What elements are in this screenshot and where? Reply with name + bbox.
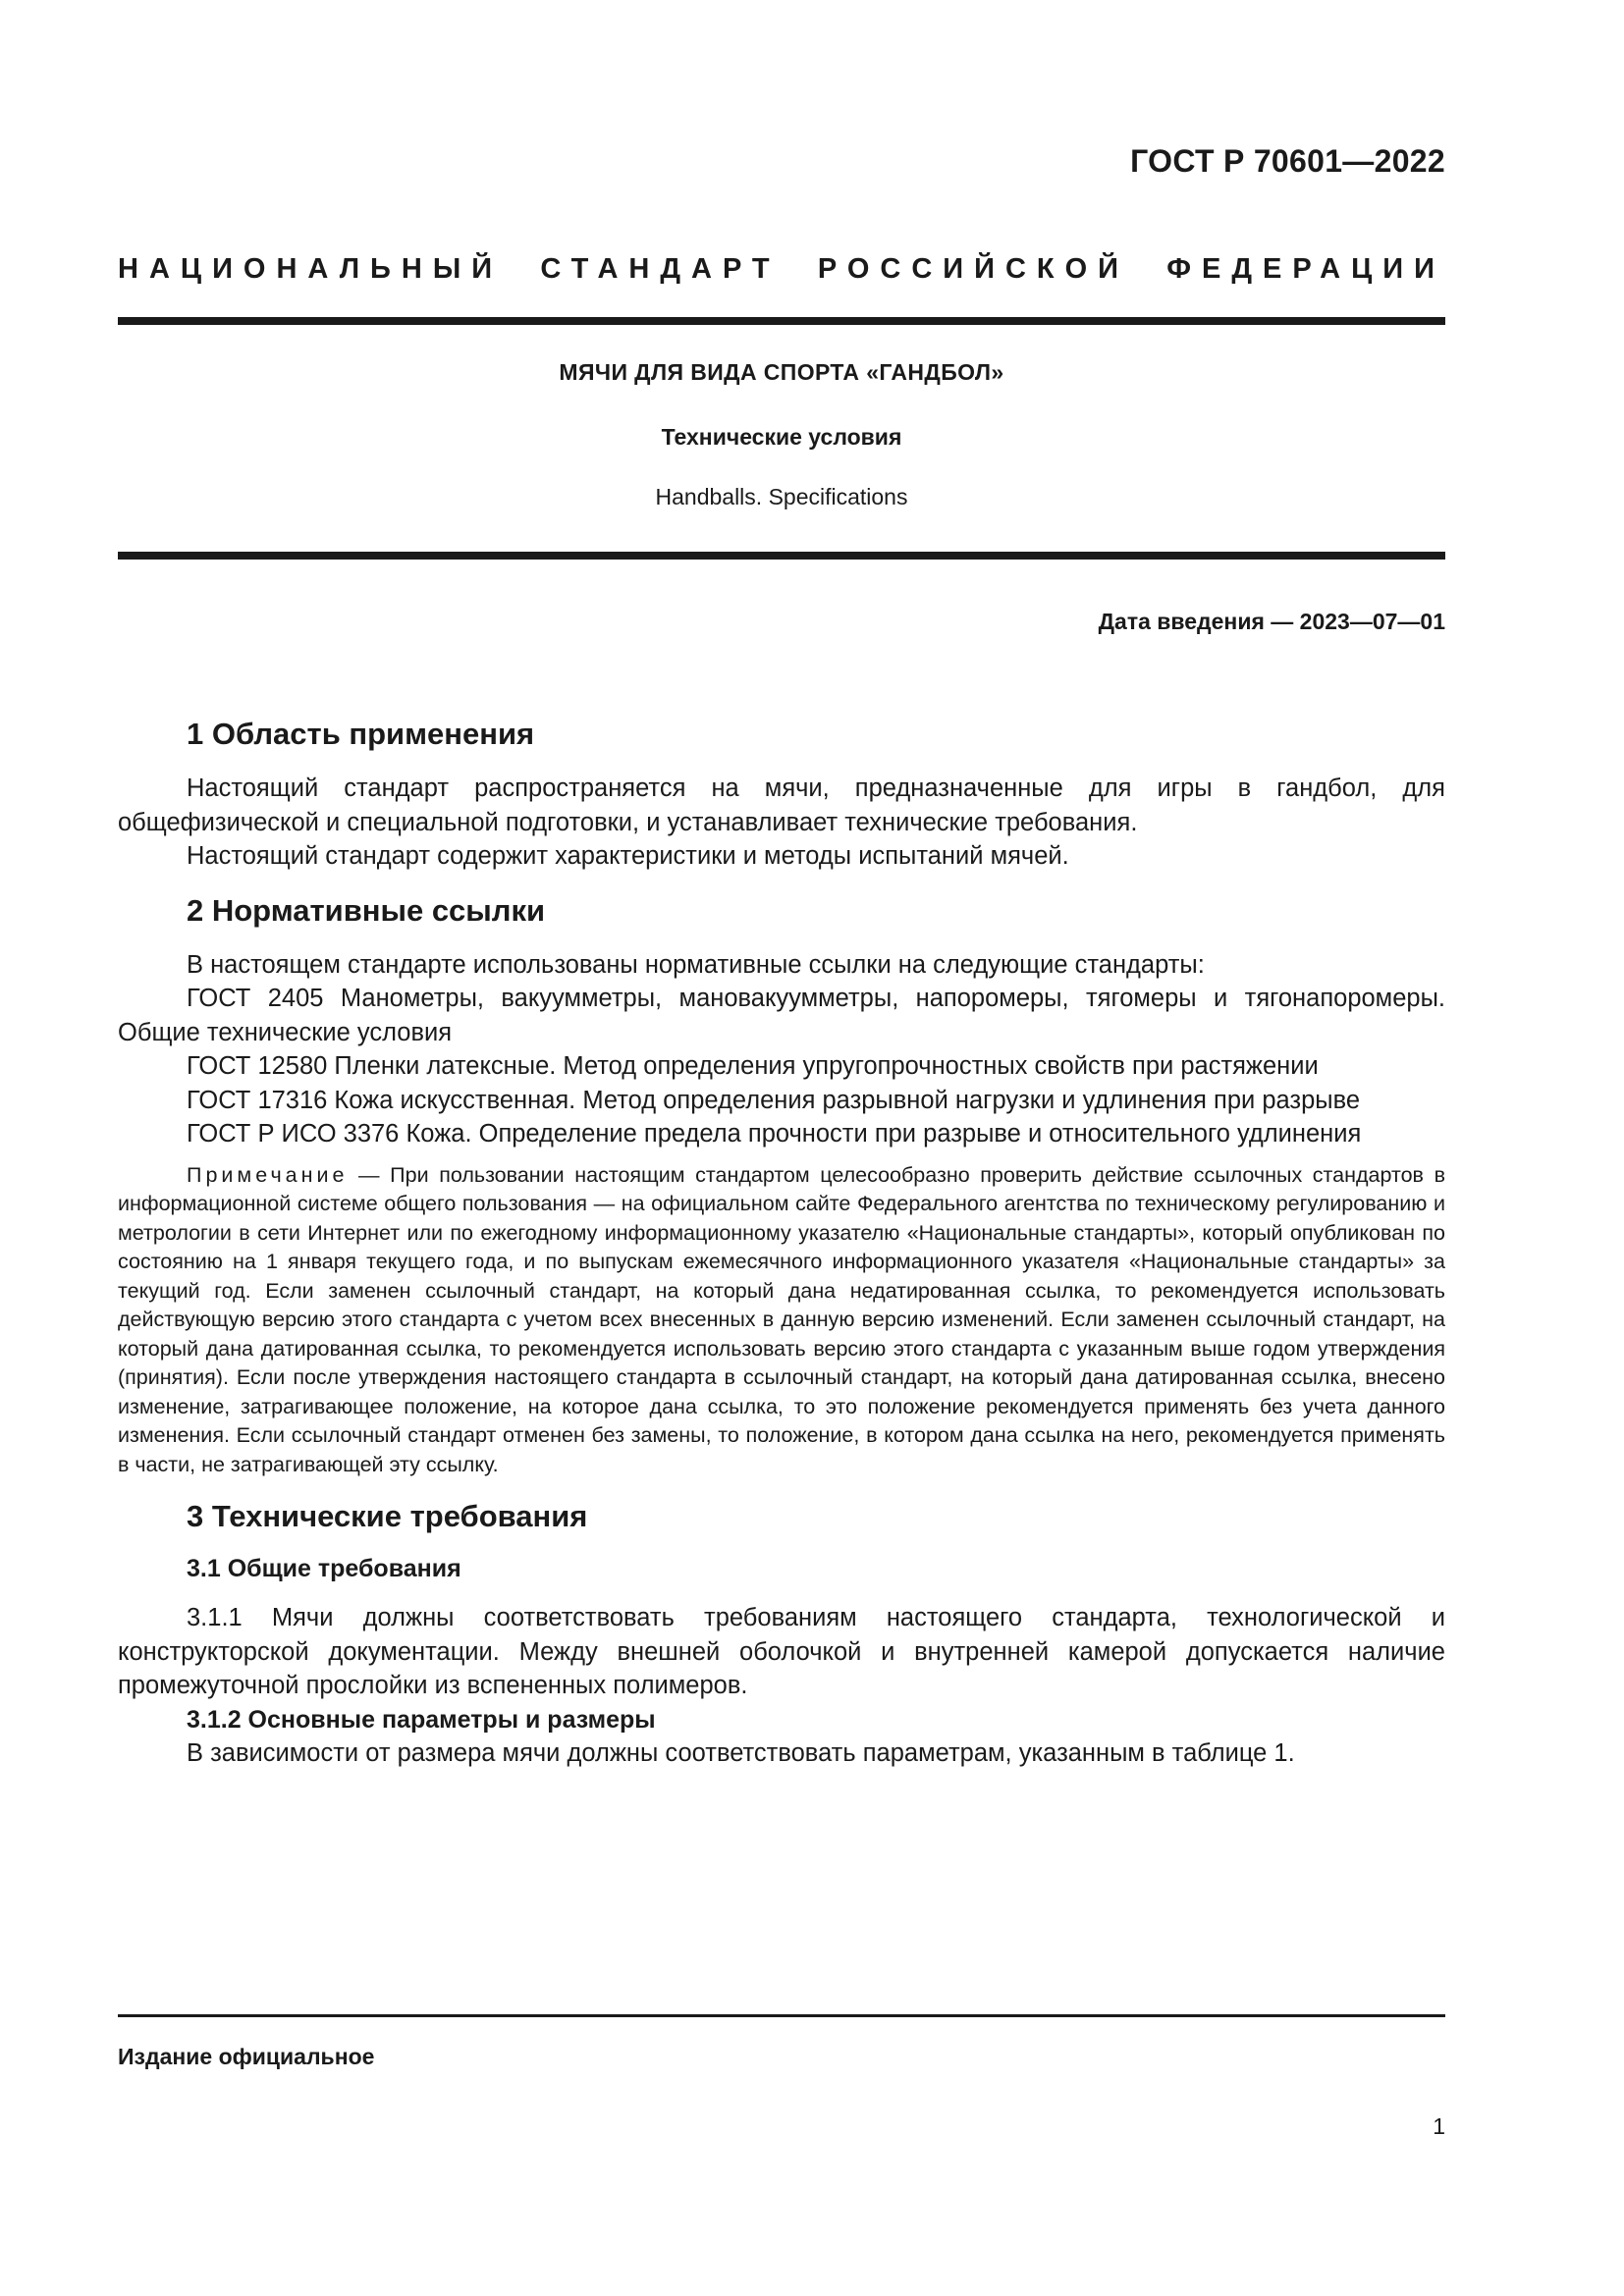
document-subtitle: Технические условия: [661, 424, 902, 450]
footer-rule: [118, 2014, 1445, 2017]
clause-3-1-1: 3.1.1 Мячи должны соответствовать требованиям настоящего стандарта, технологической и конструкторской документации. Между внешней оболочкой и внутренней камерой допускается наличие промежуточной прослойки из вспененных полимеров.: [118, 1604, 1445, 1699]
reference-note: [118, 1161, 1445, 1480]
note-label: Примечание: [187, 1162, 349, 1187]
national-standard-banner: НАЦИОНАЛЬНЫЙ СТАНДАРТ РОССИЙСКОЙ ФЕДЕРАЦИИ: [118, 253, 1445, 285]
document-title-english: Handballs. Specifications: [655, 484, 908, 509]
page-number: 1: [1433, 2113, 1445, 2139]
document-title: МЯЧИ ДЛЯ ВИДА СПОРТА «ГАНДБОЛ»: [559, 359, 1004, 385]
section-2-heading: 2 Нормативные ссылки: [187, 892, 546, 928]
note-text: — При пользовании настоящим стандартом целесообразно проверить действие ссылочных стандартов в информационной системе общего пользования — на официальном сайте Федерального агентства по техническому регулированию и метрологии в сети Интернет или по ежегодному информационному указателю «Национальные стандарты», который опубликован по состоянию на 1 января текущего года, и по выпускам ежемесячного информационного указателя «Национальные стандарты» за текущий год. Если заменен ссылочный стандарт, на который дана недатированная ссылка, то рекомендуется использовать действующую версию этого стандарта с учетом всех внесенных в данную версию изменений. Если заменен ссылочный стандарт, на который дана датированная ссылка, то рекомендуется использовать версию этого стандарта с указанным выше годом утверждения (принятия). Если после утверждения настоящего стандарта в ссылочный стандарт, на который дана датированная ссылка, внесено изменение, затрагивающее положение, на которое дана ссылка, то это положение рекомендуется применять без учета данного изменения. Если ссылочный стандарт отменен без замены, то положение, в котором дана ссылка на него, рекомендуется применять в части, не затрагивающей эту ссылку.: [118, 1162, 1445, 1476]
normative-reference: ГОСТ 2405 Манометры, вакуумметры, мановакуумметры, напоромеры, тягомеры и тягонапоромеры. Общие технические условия: [118, 985, 1445, 1046]
normative-reference: ГОСТ 17316 Кожа искусственная. Метод определения разрывной нагрузки и удлинения при разрыве: [187, 1086, 1361, 1114]
normative-reference: ГОСТ 12580 Пленки латексные. Метод определения упругопрочностных свойств при растяжении: [187, 1052, 1319, 1080]
section-2-paragraph: В настоящем стандарте использованы нормативные ссылки на следующие стандарты:: [187, 950, 1205, 979]
section-1-heading: 1 Область применения: [187, 717, 535, 751]
clause-3-1-2-heading: 3.1.2 Основные параметры и размеры: [187, 1705, 656, 1734]
official-edition-label: Издание официальное: [118, 2044, 375, 2069]
section-3-heading: 3 Технические требования: [187, 1499, 588, 1533]
title-bottom-rule: [118, 552, 1445, 560]
section-1-paragraph: Настоящий стандарт распространяется на мячи, предназначенные для игры в гандбол, для общефизической и специальной подготовки, и устанавливает технические требования.: [118, 774, 1445, 836]
clause-3-1-2-paragraph: В зависимости от размера мячи должны соответствовать параметрам, указанным в таблице 1.: [187, 1738, 1295, 1767]
introduction-date: Дата введения — 2023—07—01: [1098, 609, 1445, 634]
document-code: ГОСТ Р 70601—2022: [1130, 143, 1445, 179]
document-body: [118, 715, 1445, 1770]
subsection-3-1-heading: 3.1 Общие требования: [187, 1555, 461, 1582]
top-rule: [118, 317, 1445, 325]
normative-reference: ГОСТ Р ИСО 3376 Кожа. Определение предела прочности при разрыве и относительного удлинения: [187, 1120, 1362, 1148]
section-1-paragraph: Настоящий стандарт содержит характеристики и методы испытаний мячей.: [187, 842, 1069, 870]
